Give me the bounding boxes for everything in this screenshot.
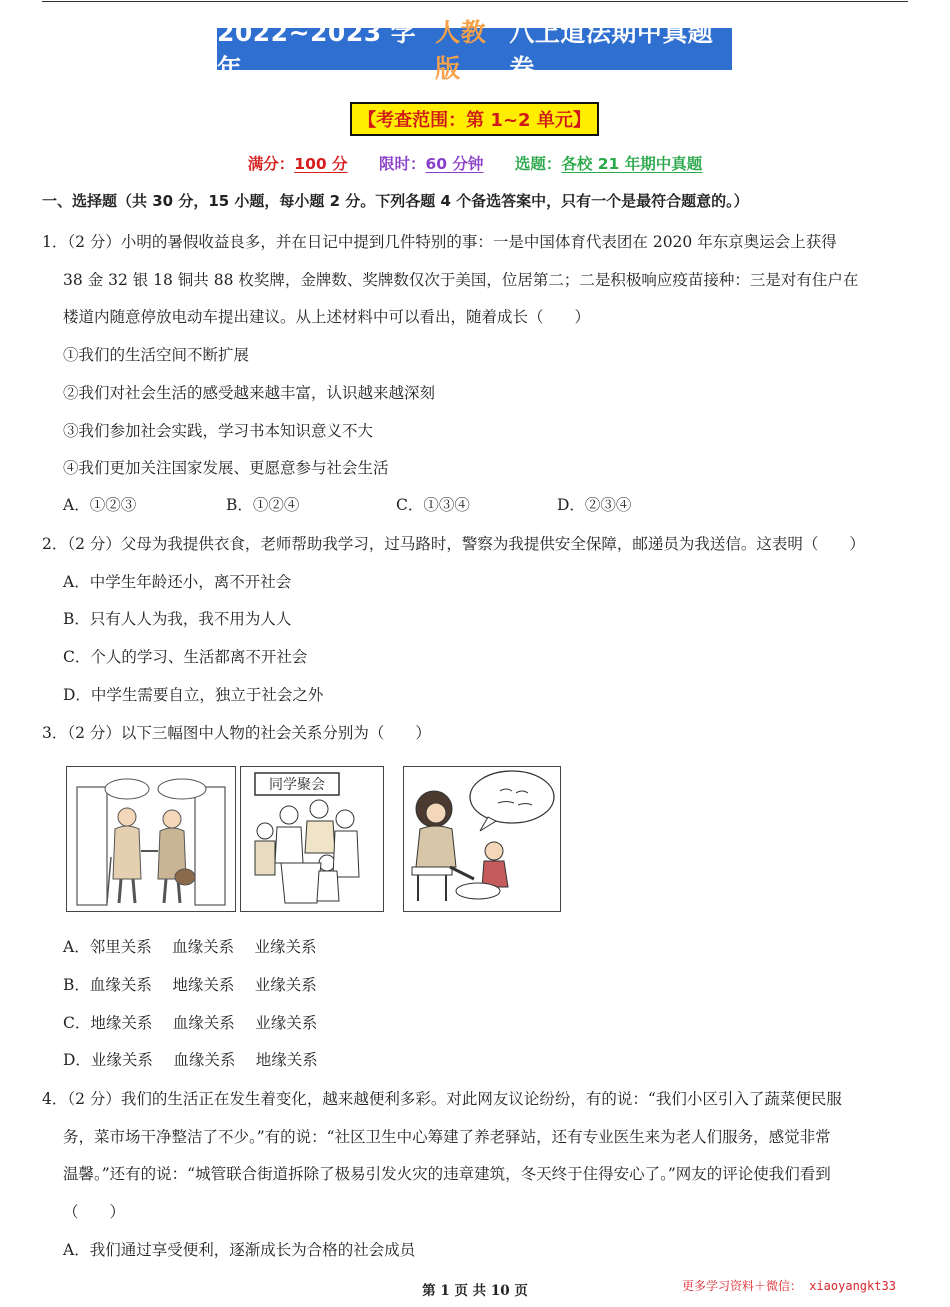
q1-option-a: A．①②③ — [63, 496, 137, 514]
q3-option-d: D．业缘关系 血缘关系 地缘关系 — [63, 1051, 318, 1069]
q1-statement-1: ①我们的生活空间不断扩展 — [63, 346, 250, 364]
title-highlight: 人教版 — [435, 18, 487, 83]
q4-option-a: A．我们通过享受便利，逐渐成长为合格的社会成员 — [63, 1241, 416, 1259]
title-prefix: 2022~2023 学年 — [217, 18, 417, 83]
q3-picture-classmates — [240, 766, 384, 912]
q2-option-c: C．个人的学习、生活都离不开社会 — [63, 648, 308, 666]
exam-title-banner — [217, 18, 732, 83]
classmates-reunion-caption: 同学聚会 — [269, 777, 325, 793]
q1-statement-2: ②我们对社会生活的感受越来越丰富，认识越来越深刻 — [63, 384, 436, 402]
q4-stem-line1: 4．（2 分）我们的生活正在发生着变化，越来越便利多彩。对此网友议论纷纷，有的说：“我们小区引入了蔬菜便民服 — [42, 1090, 842, 1108]
q1-statement-3: ③我们参加社会实践，学习书本知识意义不大 — [63, 422, 374, 440]
q1-option-c: C．①③④ — [396, 496, 470, 514]
full-score: 满分：100 分 — [247, 155, 348, 173]
q1-option-b: B．①②④ — [226, 496, 300, 514]
q1-stem-line3: 楼道内随意停放电动车提出建议。从上述材料中可以看出，随着成长（ ） — [63, 308, 591, 326]
exam-meta-row — [0, 152, 950, 174]
q2-stem: 2．（2 分）父母为我提供衣食，老师帮助我学习，过马路时，警察为我提供安全保障，邮递员为我送信。这表明（ ） — [42, 535, 865, 553]
exam-scope-box: 【考查范围：第 1~2 单元】 — [350, 102, 599, 136]
q1-stem-line2: 38 金 32 银 18 铜共 88 枚奖牌，金牌数、奖牌数仅次于美国，位居第二；二是积极响应疫苗接种：三是对有住户在 — [63, 271, 859, 289]
q1-option-d: D．②③④ — [557, 496, 632, 514]
top-rule — [42, 1, 908, 2]
q3-option-a: A．邻里关系 血缘关系 业缘关系 — [63, 938, 317, 956]
q2-option-d: D．中学生需要自立，独立于社会之外 — [63, 686, 324, 704]
q3-option-b: B．血缘关系 地缘关系 业缘关系 — [63, 976, 317, 994]
q1-statement-4: ④我们更加关注国家发展、更愿意参与社会生活 — [63, 459, 389, 477]
section-heading: 一、选择题（共 30 分，15 小题，每小题 2 分。下列各题 4 个备选答案中，只有一个是最符合题意的。） — [42, 192, 749, 210]
q4-stem-line4: （ ） — [63, 1203, 126, 1221]
q1-stem-line1: 1．（2 分）小明的暑假收益良多，并在日记中提到几件特别的事：一是中国体育代表团在 2020 年东京奥运会上获得 — [42, 233, 837, 251]
q3-picture-neighbors — [66, 766, 236, 912]
neighbors-illustration — [67, 767, 235, 911]
time-limit: 限时：60 分钟 — [378, 155, 484, 173]
title-suffix: 八上道法期中真题卷 — [509, 18, 714, 83]
q2-option-a: A．中学生年龄还小，离不开社会 — [63, 573, 292, 591]
question-source: 选题：各校 21 年期中真题 — [514, 155, 703, 173]
q4-stem-line3: 温馨。”还有的说：“城管联合街道拆除了极易引发火灾的违章建筑，冬天终于住得安心了。”网友的评论使我们看到 — [63, 1165, 831, 1183]
q4-stem-line2: 务，菜市场干净整洁了不少。”有的说：“社区卫生中心筹建了养老驿站，还有专业医生来为老人们服务，感觉非常 — [63, 1128, 831, 1146]
promo-text: 更多学习资料＋微信： xiaoyangkt33 — [682, 1279, 896, 1293]
q3-stem: 3．（2 分）以下三幅图中人物的社会关系分别为（ ） — [42, 724, 431, 742]
q3-picture-mother-daughter — [403, 766, 561, 912]
q2-option-b: B．只有人人为我，我不用为人人 — [63, 610, 292, 628]
page-number: 第 1 页 共 10 页 — [422, 1283, 528, 1299]
q3-option-c: C．地缘关系 血缘关系 业缘关系 — [63, 1014, 318, 1032]
